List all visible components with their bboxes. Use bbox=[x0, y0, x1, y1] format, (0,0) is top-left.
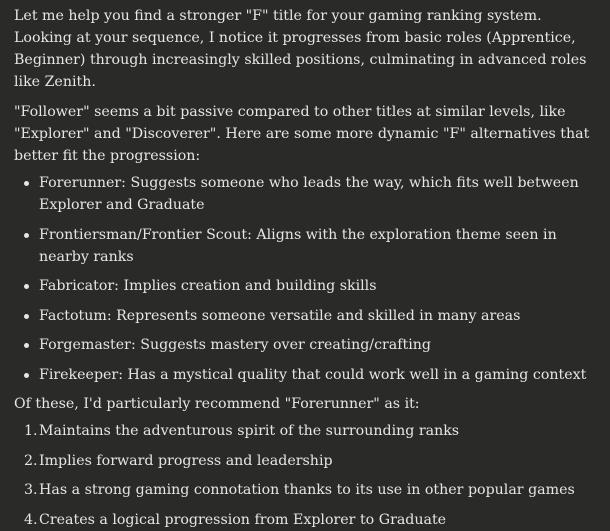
list-item bbox=[24, 450, 596, 472]
bullet-icon bbox=[24, 233, 29, 238]
list-item bbox=[24, 224, 596, 268]
list-item-text: Firekeeper: Has a mystical quality that could work well in a gaming context bbox=[39, 366, 587, 383]
alternatives-list bbox=[14, 172, 596, 386]
list-item-text: Maintains the adventurous spirit of the surrounding ranks bbox=[39, 423, 460, 439]
list-item-text: Factotum: Represents someone versatile and skilled in many areas bbox=[39, 307, 521, 324]
intro-paragraph: Let me help you find a stronger "F" title for your gaming ranking system. Looking at your sequence, I notice it progresses from basic roles (Apprentice, Beginner) through increasingly skilled positions, culminating in advanced roles like Zenith. bbox=[14, 8, 587, 90]
analysis-paragraph: "Follower" seems a bit passive compared to other titles at similar levels, like "Explorer" and "Discoverer". Here are some more dynamic "F" alternatives that better fit the progression: bbox=[14, 104, 590, 164]
bullet-icon bbox=[24, 314, 29, 319]
list-item bbox=[24, 172, 596, 216]
list-item bbox=[24, 275, 596, 297]
list-item bbox=[24, 305, 596, 327]
list-item-text: Implies forward progress and leadership bbox=[39, 452, 333, 469]
list-item-text: Frontiersman/Frontier Scout: Aligns with the exploration theme seen in nearby ranks bbox=[39, 226, 557, 265]
bullet-icon bbox=[24, 284, 29, 289]
list-item bbox=[24, 420, 596, 442]
list-number: 4. bbox=[24, 511, 38, 528]
list-item bbox=[24, 364, 596, 386]
list-number: 2. bbox=[24, 452, 38, 469]
recommendation-paragraph: Of these, I'd particularly recommend "Forerunner" as it: bbox=[14, 396, 420, 412]
list-item bbox=[24, 334, 596, 356]
bullet-icon bbox=[24, 373, 29, 378]
list-item bbox=[24, 509, 596, 531]
bullet-icon bbox=[24, 181, 29, 186]
list-number: 3. bbox=[24, 482, 38, 498]
list-item-text: Creates a logical progression from Explorer to Graduate bbox=[39, 511, 447, 528]
list-number: 1. bbox=[24, 423, 38, 439]
list-item-text: Forerunner: Suggests someone who leads the way, which fits well between Explorer and Graduate bbox=[39, 175, 579, 213]
list-item-text: Has a strong gaming connotation thanks to its use in other popular games bbox=[39, 482, 575, 498]
list-item-text: Fabricator: Implies creation and building skills bbox=[39, 278, 377, 294]
bullet-icon bbox=[24, 343, 29, 348]
list-item-text: Forgemaster: Suggests mastery over creating/crafting bbox=[39, 337, 431, 353]
reasons-list bbox=[14, 420, 596, 531]
list-item bbox=[24, 479, 596, 501]
